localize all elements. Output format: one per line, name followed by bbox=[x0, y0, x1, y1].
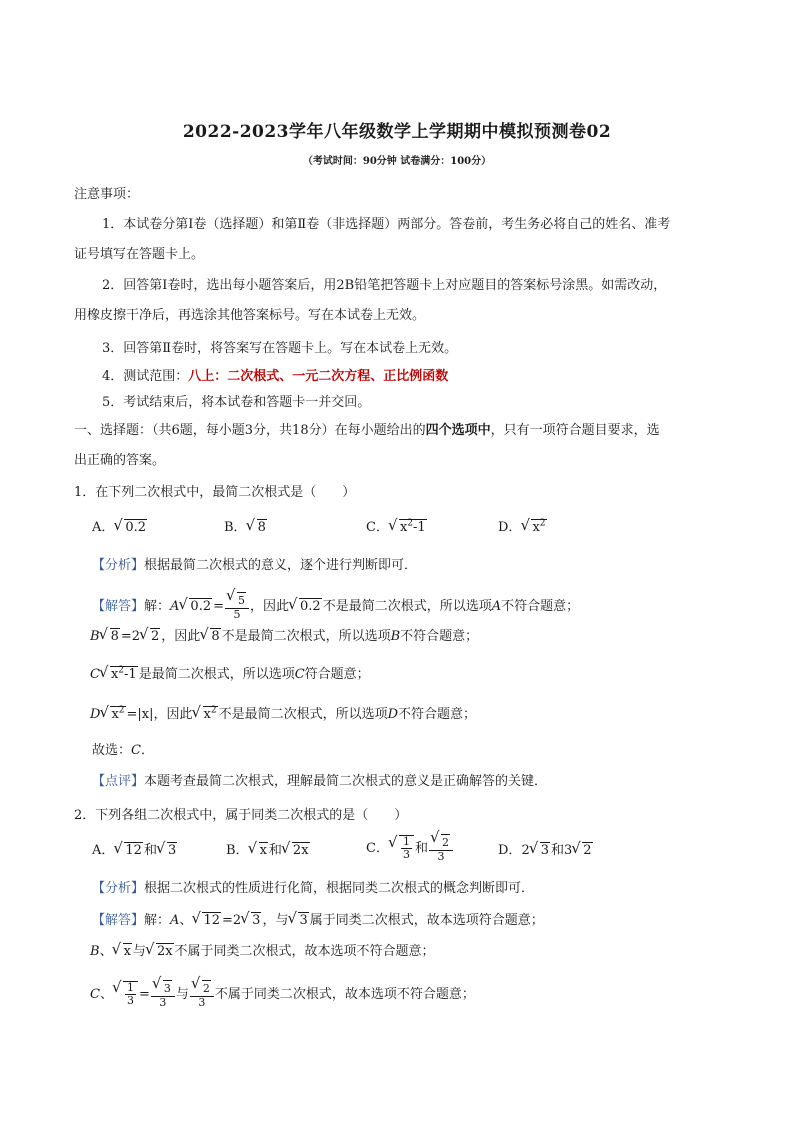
sqrt-icon bbox=[572, 841, 592, 861]
sqrt-icon bbox=[114, 518, 147, 538]
analysis-text: 根据最简二次根式的意义，逐个进行判断即可． bbox=[144, 558, 418, 573]
q1-option-a bbox=[92, 518, 148, 538]
numerator: 2 bbox=[202, 982, 210, 995]
option-label: B． bbox=[224, 520, 247, 535]
sqrt-icon bbox=[146, 943, 174, 961]
sqrt-icon bbox=[247, 518, 267, 538]
sqrt-icon bbox=[100, 628, 120, 646]
text: 不符合题意； bbox=[501, 599, 580, 614]
notice-item-1a: 1．本试卷分第Ⅰ卷（选择题）和第Ⅱ卷（非选择题）两部分。答卷前，考生务必将自己的姓名、准考 bbox=[102, 217, 671, 232]
sqrt-icon bbox=[153, 980, 172, 996]
comment-text: 本题考查最简二次根式，理解最简二次根式的意义是正确解答的关键． bbox=[144, 774, 548, 789]
denominator: 3 bbox=[126, 994, 134, 1007]
q1-answer-c bbox=[90, 666, 370, 684]
denominator: 3 bbox=[159, 996, 167, 1009]
text: ． bbox=[140, 743, 154, 758]
option-label: D． bbox=[498, 520, 522, 535]
section-intro-text-2: ，只有一项符合题目要求，选 bbox=[490, 423, 660, 438]
numerator: 3 bbox=[163, 982, 171, 995]
option-ref: D bbox=[90, 707, 101, 722]
fraction bbox=[190, 980, 214, 1009]
section-intro-text: 一、选择题：（共6题，每小题3分，共18分）在每小题给出的 bbox=[74, 423, 426, 438]
fraction bbox=[401, 836, 412, 861]
sqrt-icon bbox=[100, 706, 125, 724]
exponent: 2 bbox=[118, 705, 125, 716]
answer-prefix: 解： bbox=[144, 599, 171, 614]
option-ref: A bbox=[170, 913, 180, 928]
option-ref: C bbox=[294, 667, 305, 682]
analysis-tag: 【分析】 bbox=[92, 558, 145, 573]
option-ref: C bbox=[90, 667, 100, 682]
text: 不是最简二次根式，所以选项 bbox=[322, 599, 492, 614]
radicand: 2x bbox=[292, 843, 309, 858]
q1-comment bbox=[92, 773, 547, 791]
notice-item-5: 5．考试结束后，将本试卷和答题卡一并交回。 bbox=[102, 395, 371, 410]
sqrt-icon bbox=[193, 706, 218, 724]
radicand: 0.2 bbox=[300, 599, 321, 614]
option-label: C． bbox=[366, 520, 389, 535]
exam-info: （考试时间：90分钟 试卷满分：100分） bbox=[302, 156, 492, 167]
q1-option-b bbox=[224, 518, 268, 538]
sqrt-icon bbox=[192, 980, 211, 996]
option-ref: C bbox=[90, 987, 100, 1002]
text: 不属于同类二次根式，故本选项不符合题意； bbox=[174, 944, 435, 959]
option-ref: B bbox=[90, 944, 100, 959]
q2-analysis bbox=[92, 880, 534, 898]
radicand: 0.2 bbox=[125, 520, 147, 535]
text: 、 bbox=[99, 944, 113, 959]
exponent: 2 bbox=[118, 665, 125, 676]
text: ，与 bbox=[262, 913, 289, 928]
denominator: 3 bbox=[402, 848, 410, 861]
sqrt-icon bbox=[521, 518, 546, 538]
equals: =2 bbox=[221, 913, 242, 928]
denominator: 3 bbox=[437, 850, 445, 863]
sqrt-icon bbox=[227, 592, 246, 608]
analysis-text: 根据二次根式的性质进行化简，根据同类二次根式的概念判断即可． bbox=[144, 881, 535, 896]
q1-analysis bbox=[92, 557, 417, 575]
radicand: x bbox=[259, 843, 267, 858]
sqrt-icon bbox=[282, 841, 310, 861]
q1-answer-d bbox=[90, 706, 476, 724]
radicand: 8 bbox=[110, 629, 119, 644]
sqrt-icon bbox=[530, 841, 550, 861]
q2-option-a bbox=[92, 841, 178, 861]
numerator: 2 bbox=[441, 836, 449, 849]
text: 和 bbox=[143, 843, 157, 858]
sqrt-icon bbox=[157, 841, 177, 861]
radicand: 3 bbox=[167, 843, 177, 858]
radicand: 8 bbox=[257, 520, 266, 535]
notice-item-1b: 证号填写在答题卡上。 bbox=[74, 247, 205, 262]
test-range: 八上：二次根式、一元二次方程、正比例函数 bbox=[188, 369, 449, 384]
sqrt-icon bbox=[179, 598, 212, 616]
text: 不符合题意； bbox=[400, 629, 479, 644]
text: 不是最简二次根式，所以选项 bbox=[218, 707, 388, 722]
q2-option-d bbox=[498, 841, 594, 861]
option-ref: C bbox=[131, 743, 141, 758]
sqrt-icon bbox=[200, 628, 220, 646]
notice-item-2b: 用橡皮擦干净后，再选涂其他答案标号。写在本试卷上无效。 bbox=[74, 308, 426, 323]
q1-option-c bbox=[366, 518, 428, 538]
text: 、 bbox=[99, 987, 113, 1002]
radicand: 2 bbox=[583, 843, 592, 858]
notice-item-3: 3．回答第Ⅱ卷时，将答案写在答题卡上。写在本试卷上无效。 bbox=[102, 341, 458, 356]
sqrt-icon bbox=[192, 912, 221, 930]
radicand: x bbox=[532, 520, 540, 535]
radicand: 0.2 bbox=[190, 599, 212, 614]
sqrt-icon bbox=[241, 912, 261, 930]
analysis-tag: 【分析】 bbox=[92, 881, 145, 896]
option-label: A． bbox=[92, 520, 115, 535]
q1-answer-a bbox=[92, 592, 579, 621]
radicand: 2 bbox=[151, 629, 160, 644]
text: ，因此 bbox=[161, 629, 201, 644]
sqrt-icon bbox=[249, 841, 268, 861]
sqrt-icon bbox=[140, 628, 160, 646]
text: 属于同类二次根式，故本选项符合题意； bbox=[309, 913, 544, 928]
text: 和3 bbox=[551, 843, 573, 858]
page-title: 2022-2023学年八年级数学上学期期中模拟预测卷02 bbox=[182, 122, 612, 142]
q1-choice bbox=[92, 742, 154, 760]
radicand: 3 bbox=[252, 913, 261, 928]
numerator: √ 1 bbox=[126, 981, 134, 994]
text: 符合题意； bbox=[304, 667, 370, 682]
radicand: 12 bbox=[203, 913, 220, 928]
notice-item-4-prefix: 4．测试范围： bbox=[102, 369, 189, 384]
text: =|x|，因此 bbox=[126, 707, 193, 722]
option-ref: A bbox=[170, 599, 180, 614]
fraction bbox=[125, 982, 136, 1007]
sqrt-icon bbox=[389, 835, 414, 861]
radicand: 2x bbox=[156, 944, 173, 959]
option-ref: A bbox=[491, 599, 502, 614]
equals: = bbox=[213, 599, 225, 614]
radicand: 3 bbox=[299, 913, 308, 928]
sqrt-icon bbox=[113, 981, 138, 1007]
text: 、 bbox=[179, 913, 193, 928]
answer-tag: 【解答】 bbox=[92, 913, 145, 928]
q2-option-b bbox=[226, 841, 311, 861]
radicand: 8 bbox=[211, 629, 220, 644]
sqrt-icon bbox=[113, 943, 132, 961]
fraction bbox=[151, 980, 175, 1009]
radicand: x bbox=[111, 707, 119, 722]
q2-answer-b bbox=[90, 943, 435, 961]
q1-stem: 1．在下列二次根式中，最简二次根式是（ ） bbox=[74, 485, 356, 500]
answer-prefix: 解： bbox=[144, 913, 171, 928]
sqrt-icon bbox=[431, 834, 450, 850]
fraction bbox=[429, 834, 453, 863]
numerator: 5 bbox=[238, 594, 246, 607]
q1-option-d bbox=[498, 518, 548, 538]
sqrt-icon bbox=[114, 841, 143, 861]
radicand: 12 bbox=[125, 843, 142, 858]
sqrt-icon bbox=[289, 598, 322, 616]
equals: = bbox=[138, 987, 150, 1002]
denominator: 3 bbox=[198, 996, 206, 1009]
q2-option-c bbox=[366, 834, 454, 863]
section-intro-b: 出正确的答案。 bbox=[74, 453, 166, 468]
exponent: 2 bbox=[539, 518, 546, 529]
section-intro-bold: 四个选项中 bbox=[425, 423, 491, 438]
radicand-tail: -1 bbox=[124, 667, 137, 682]
option-ref: B bbox=[390, 629, 401, 644]
text: 2 bbox=[521, 843, 530, 858]
text: 不属于同类二次根式，故本选项不符合题意； bbox=[214, 987, 475, 1002]
option-label: B． bbox=[226, 843, 249, 858]
text: 不是最简二次根式，所以选项 bbox=[221, 629, 391, 644]
equals: =2 bbox=[120, 629, 141, 644]
option-label: A． bbox=[92, 843, 115, 858]
sqrt-icon bbox=[288, 912, 308, 930]
notice-item-2a: 2．回答第Ⅰ卷时，选出每小题答案后，用2B铅笔把答题卡上对应题目的答案标号涂黑。如需改动， bbox=[102, 278, 667, 293]
q2-answer-c bbox=[90, 980, 475, 1009]
text: 和 bbox=[414, 841, 428, 856]
notice-item-4 bbox=[102, 368, 448, 386]
option-ref: D bbox=[387, 707, 399, 722]
option-label: D． bbox=[498, 843, 522, 858]
exponent: 2 bbox=[407, 518, 414, 529]
section-intro-a bbox=[74, 422, 660, 440]
text: 不符合题意； bbox=[398, 707, 477, 722]
exponent: 2 bbox=[210, 705, 217, 716]
radicand: x bbox=[399, 520, 408, 535]
text: 和 bbox=[268, 843, 282, 858]
comment-tag: 【点评】 bbox=[92, 774, 145, 789]
text: 故选： bbox=[92, 743, 132, 758]
denominator: 5 bbox=[233, 608, 241, 621]
text: 与 bbox=[132, 944, 146, 959]
q2-answer-a bbox=[92, 912, 544, 930]
radicand: 3 bbox=[540, 843, 549, 858]
sqrt-icon bbox=[389, 518, 427, 538]
text: 是最简二次根式，所以选项 bbox=[138, 667, 295, 682]
text: ，因此 bbox=[250, 599, 290, 614]
notice-heading: 注意事项： bbox=[74, 187, 140, 202]
radicand: x bbox=[110, 667, 119, 682]
q1-answer-b bbox=[90, 628, 478, 646]
option-label: C． bbox=[366, 841, 389, 856]
q2-stem: 2．下列各组二次根式中，属于同类二次根式的是（ ） bbox=[74, 808, 408, 823]
sqrt-icon bbox=[100, 666, 138, 684]
text: 与 bbox=[175, 987, 189, 1002]
option-ref: B bbox=[90, 629, 100, 644]
radicand: x bbox=[203, 707, 211, 722]
radicand: x bbox=[123, 944, 131, 959]
numerator: √ 1 bbox=[402, 835, 410, 848]
answer-tag: 【解答】 bbox=[92, 599, 145, 614]
fraction bbox=[225, 592, 249, 621]
radicand-tail: -1 bbox=[413, 520, 426, 535]
